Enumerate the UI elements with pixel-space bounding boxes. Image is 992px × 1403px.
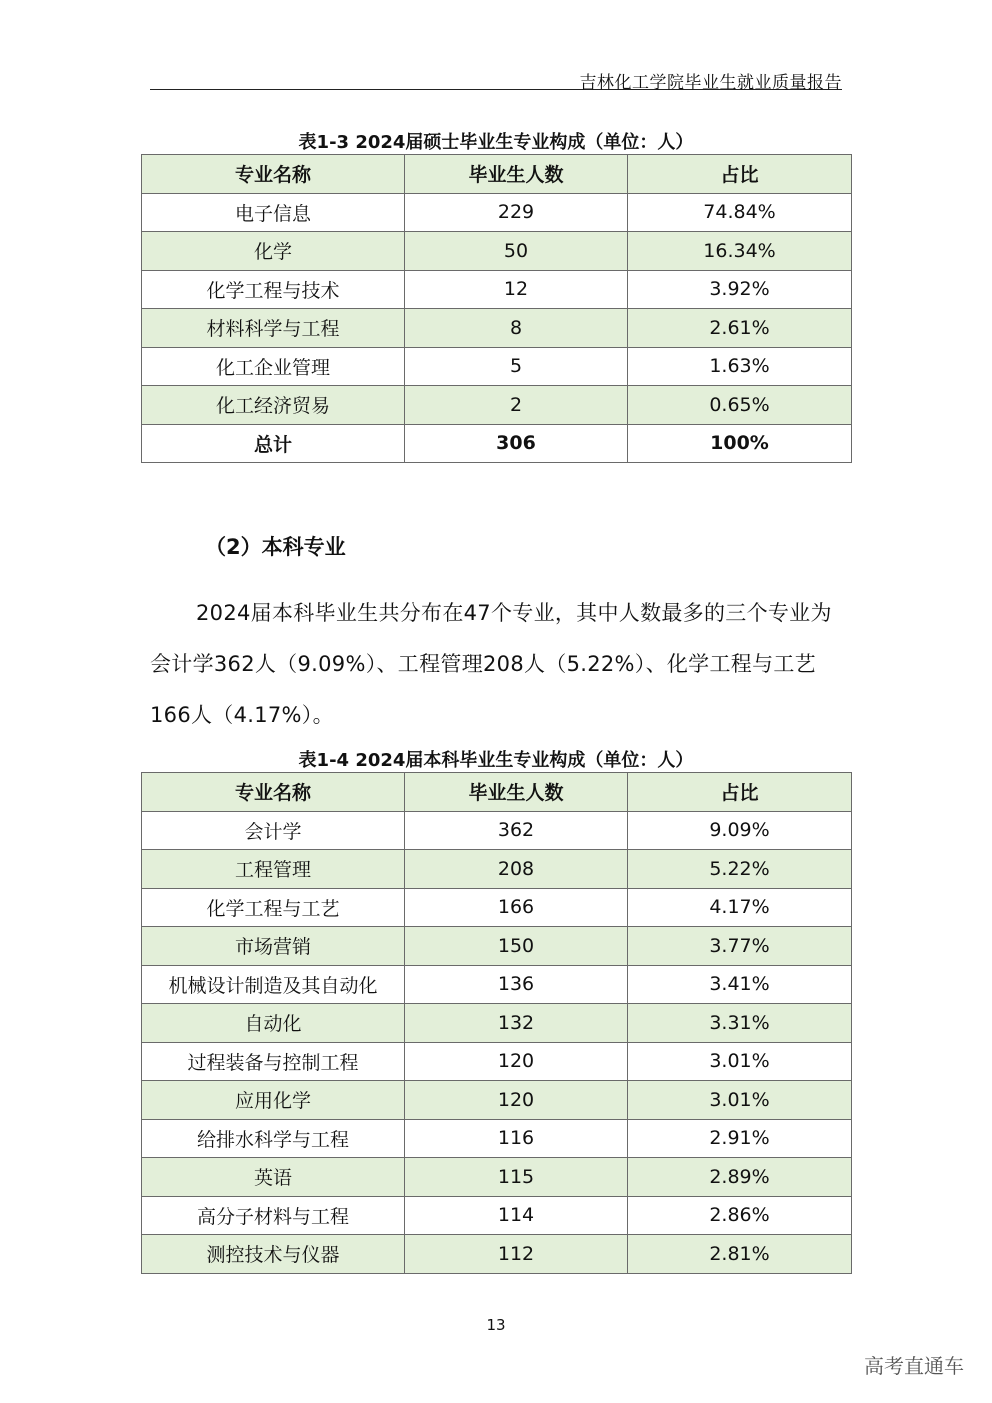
graduate-count: 50	[405, 232, 628, 271]
graduate-count: 150	[405, 927, 628, 966]
percentage: 3.77%	[628, 927, 852, 966]
graduate-count: 115	[405, 1158, 628, 1197]
graduate-count: 132	[405, 1004, 628, 1043]
bachelor-majors-table	[141, 772, 852, 1274]
percentage: 3.01%	[628, 1081, 852, 1120]
column-header: 专业名称	[142, 773, 405, 812]
graduate-count: 114	[405, 1196, 628, 1235]
major-name: 英语	[142, 1158, 405, 1197]
percentage: 3.92%	[628, 270, 852, 309]
graduate-count: 136	[405, 965, 628, 1004]
graduate-count: 208	[405, 850, 628, 889]
percentage: 74.84%	[628, 193, 852, 232]
table-row	[142, 1235, 852, 1274]
table-header-row	[142, 773, 852, 812]
table-header-row	[142, 155, 852, 194]
major-name: 过程装备与控制工程	[142, 1042, 405, 1081]
percentage: 0.65%	[628, 386, 852, 425]
graduate-count: 166	[405, 888, 628, 927]
body-paragraph: 2024届本科毕业生共分布在47个专业，其中人数最多的三个专业为会计学362人（9.09%）、工程管理208人（5.22%）、化学工程与工艺166人（4.17%）。	[150, 601, 832, 727]
table-row	[142, 850, 852, 889]
table-row	[142, 927, 852, 966]
table-row	[142, 386, 852, 425]
table-row	[142, 1196, 852, 1235]
percentage: 1.63%	[628, 347, 852, 386]
major-name: 测控技术与仪器	[142, 1235, 405, 1274]
percentage: 3.01%	[628, 1042, 852, 1081]
percentage: 2.86%	[628, 1196, 852, 1235]
watermark: 高考直通车	[864, 1354, 964, 1378]
graduate-count: 120	[405, 1042, 628, 1081]
table-row	[142, 1158, 852, 1197]
page-number: 13	[486, 1316, 506, 1334]
major-name: 自动化	[142, 1004, 405, 1043]
percentage: 2.61%	[628, 309, 852, 348]
table-row	[142, 347, 852, 386]
percentage: 3.31%	[628, 1004, 852, 1043]
percentage: 5.22%	[628, 850, 852, 889]
major-name: 高分子材料与工程	[142, 1196, 405, 1235]
major-name: 化工企业管理	[142, 347, 405, 386]
major-name: 应用化学	[142, 1081, 405, 1120]
table-row	[142, 965, 852, 1004]
total-percentage: 100%	[628, 424, 852, 463]
column-header: 占比	[628, 155, 852, 194]
major-name: 给排水科学与工程	[142, 1119, 405, 1158]
major-name: 化学工程与工艺	[142, 888, 405, 927]
column-header: 毕业生人数	[405, 773, 628, 812]
column-header: 毕业生人数	[405, 155, 628, 194]
table-total-row	[142, 424, 852, 463]
percentage: 2.91%	[628, 1119, 852, 1158]
page-header	[150, 58, 842, 93]
table-row	[142, 309, 852, 348]
percentage: 16.34%	[628, 232, 852, 271]
table-row	[142, 193, 852, 232]
graduate-count: 116	[405, 1119, 628, 1158]
master-majors-table	[141, 154, 852, 463]
major-name: 市场营销	[142, 927, 405, 966]
table-row	[142, 1042, 852, 1081]
table-row	[142, 1004, 852, 1043]
graduate-count: 5	[405, 347, 628, 386]
table-row	[142, 888, 852, 927]
graduate-count: 12	[405, 270, 628, 309]
major-name: 会计学	[142, 811, 405, 850]
header-title: 吉林化工学院毕业生就业质量报告	[579, 73, 842, 93]
percentage: 9.09%	[628, 811, 852, 850]
total-label: 总计	[142, 424, 405, 463]
table-row	[142, 1081, 852, 1120]
table-caption-bachelor: 表1-4 2024届本科毕业生专业构成（单位：人）	[298, 750, 694, 771]
table-row	[142, 270, 852, 309]
major-name: 化工经济贸易	[142, 386, 405, 425]
graduate-count: 2	[405, 386, 628, 425]
major-name: 材料科学与工程	[142, 309, 405, 348]
graduate-count: 120	[405, 1081, 628, 1120]
percentage: 2.81%	[628, 1235, 852, 1274]
graduate-count: 8	[405, 309, 628, 348]
total-count: 306	[405, 424, 628, 463]
percentage: 2.89%	[628, 1158, 852, 1197]
graduate-count: 362	[405, 811, 628, 850]
percentage: 4.17%	[628, 888, 852, 927]
graduate-count: 112	[405, 1235, 628, 1274]
major-name: 机械设计制造及其自动化	[142, 965, 405, 1004]
table-row	[142, 811, 852, 850]
table-row	[142, 1119, 852, 1158]
section-heading: （2）本科专业	[205, 535, 346, 559]
major-name: 化学工程与技术	[142, 270, 405, 309]
major-name: 化学	[142, 232, 405, 271]
graduate-count: 229	[405, 193, 628, 232]
major-name: 工程管理	[142, 850, 405, 889]
major-name: 电子信息	[142, 193, 405, 232]
table-caption-master: 表1-3 2024届硕士毕业生专业构成（单位：人）	[298, 132, 694, 153]
column-header: 专业名称	[142, 155, 405, 194]
column-header: 占比	[628, 773, 852, 812]
percentage: 3.41%	[628, 965, 852, 1004]
table-row	[142, 232, 852, 271]
